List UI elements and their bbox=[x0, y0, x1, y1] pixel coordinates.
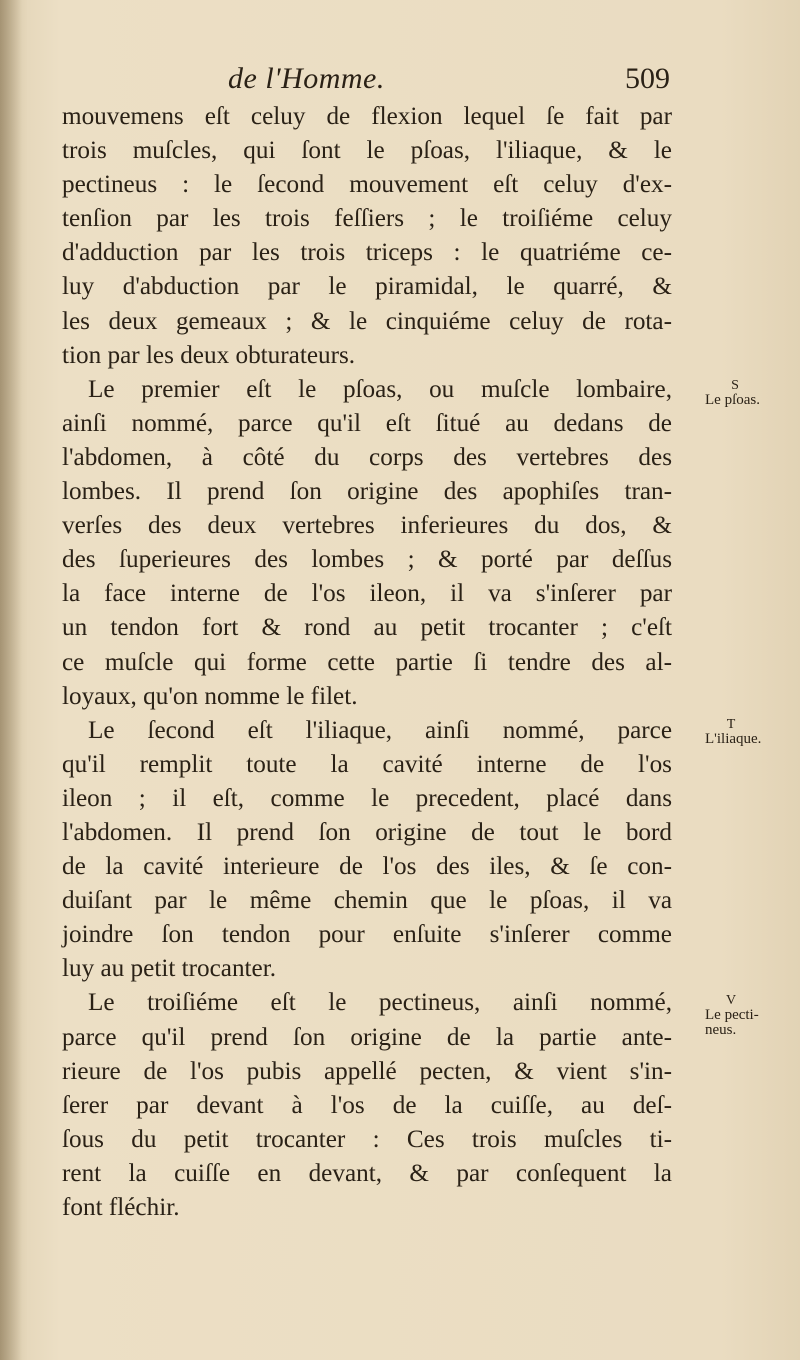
text-line: des ſuperieures des lombes ; & porté par deſſus bbox=[62, 546, 672, 574]
text-line: parce qu'il prend ſon origine de la partie ante- bbox=[62, 1023, 672, 1051]
text-line: Le troiſiéme eſt le pectineus, ainſi nommé, bbox=[88, 989, 672, 1017]
text-line: ileon ; il eſt, comme le precedent, placé dans bbox=[62, 784, 672, 812]
text-line: lombes. Il prend ſon origine des apophiſes tran- bbox=[62, 478, 672, 506]
text-line: font fléchir. bbox=[62, 1194, 180, 1221]
text-line: qu'il remplit toute la cavité interne de l'os bbox=[62, 750, 672, 778]
text-line: loyaux, qu'on nomme le filet. bbox=[62, 682, 358, 710]
text-line: verſes des deux vertebres inferieures du dos, & bbox=[62, 512, 672, 540]
text-line: luy d'abduction par le piramidal, le quarré, & bbox=[62, 273, 672, 301]
margin-note-iliaque bbox=[705, 717, 800, 747]
body-text bbox=[62, 100, 672, 1225]
margin-note-text: Le pecti- bbox=[705, 1007, 759, 1023]
gutter-shadow bbox=[0, 0, 22, 1360]
text-line: ce muſcle qui forme cette partie ſi tendre des al- bbox=[62, 648, 672, 676]
text-line: trois muſcles, qui ſont le pſoas, l'iliaque, & le bbox=[62, 137, 672, 165]
text-line: duiſant par le même chemin que le pſoas, il va bbox=[62, 887, 672, 915]
page-number: 509 bbox=[625, 62, 670, 95]
margin-note-text: neus. bbox=[705, 1022, 737, 1038]
margin-note-text: L'iliaque. bbox=[705, 731, 762, 747]
text-line: rent la cuiſſe en devant, & par conſequent la bbox=[62, 1159, 672, 1187]
text-line: l'abdomen, à côté du corps des vertebres des bbox=[62, 443, 672, 471]
text-line: les deux gemeaux ; & le cinquiéme celuy de rota- bbox=[62, 307, 672, 335]
text-line: pectineus : le ſecond mouvement eſt celuy d'ex- bbox=[62, 171, 672, 199]
text-line: ſous du petit trocanter : Ces trois muſcles ti- bbox=[62, 1125, 672, 1153]
page-header bbox=[60, 62, 670, 102]
margin-signature-letter: V bbox=[725, 993, 737, 1008]
text-line: tion par les deux obturateurs. bbox=[62, 341, 356, 369]
text-line: un tendon fort & rond au petit trocanter ; c'eſt bbox=[62, 614, 672, 642]
text-line: ſerer par devant à l'os de la cuiſſe, au deſ- bbox=[62, 1091, 672, 1119]
text-line: d'adduction par les trois triceps : le quatriéme ce- bbox=[62, 239, 672, 267]
running-title: de l'Homme. bbox=[228, 62, 385, 95]
text-line: l'abdomen. Il prend ſon origine de tout le bord bbox=[62, 818, 672, 846]
text-line: tenſion par les trois feſſiers ; le troiſiéme celuy bbox=[62, 205, 672, 233]
margin-signature-letter: S bbox=[731, 378, 739, 393]
text-line: la face interne de l'os ileon, il va s'inſerer par bbox=[62, 580, 672, 608]
text-line: Le ſecond eſt l'iliaque, ainſi nommé, parce bbox=[88, 716, 672, 744]
margin-note-psoas bbox=[705, 378, 800, 408]
text-line: joindre ſon tendon pour enſuite s'inſerer comme bbox=[62, 921, 672, 949]
margin-signature-letter: T bbox=[726, 717, 736, 732]
margin-note-pectineus bbox=[705, 993, 800, 1038]
text-line: Le premier eſt le pſoas, ou muſcle lombaire, bbox=[88, 375, 672, 403]
text-line: luy au petit trocanter. bbox=[62, 955, 277, 983]
text-line: ainſi nommé, parce qu'il eſt ſitué au dedans de bbox=[62, 409, 672, 437]
text-line: de la cavité interieure de l'os des iles, & ſe con- bbox=[62, 853, 672, 881]
text-line: mouvemens eſt celuy de flexion lequel ſe fait par bbox=[62, 103, 672, 130]
margin-note-text: Le pſoas. bbox=[705, 392, 760, 408]
text-line: rieure de l'os pubis appellé pecten, & vient s'in- bbox=[62, 1057, 672, 1085]
